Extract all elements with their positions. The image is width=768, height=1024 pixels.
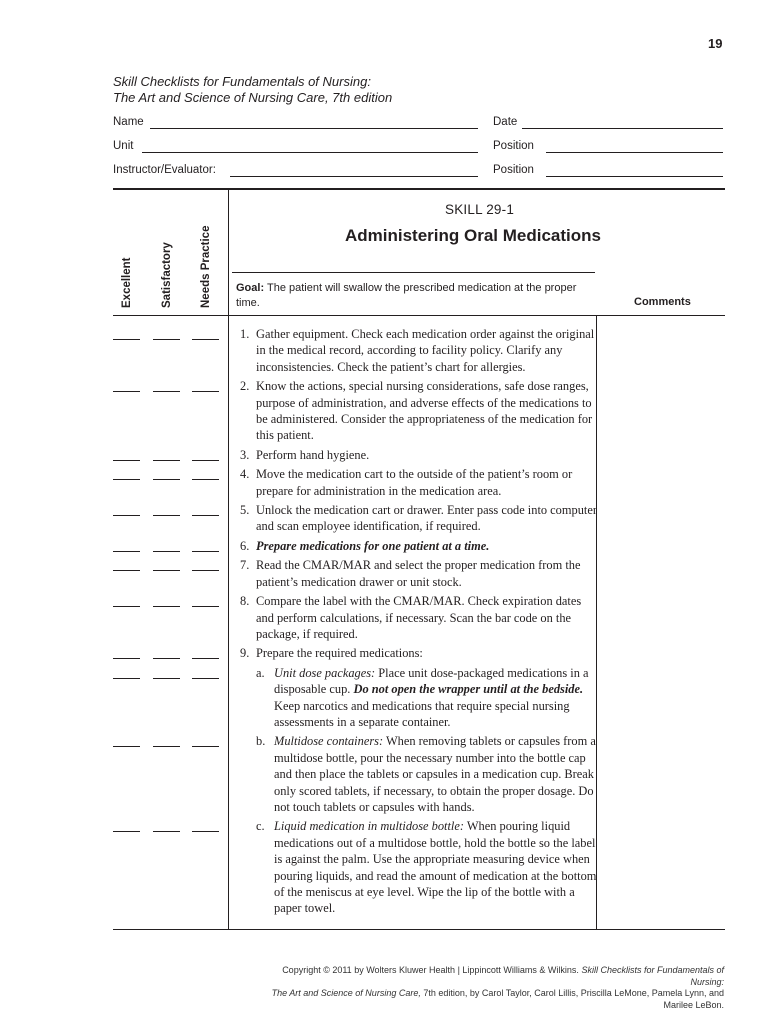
rating-blank-satisfactory[interactable] bbox=[153, 746, 180, 747]
rating-blank-excellent[interactable] bbox=[113, 339, 140, 340]
rating-blank-needs-practice[interactable] bbox=[192, 606, 219, 607]
skill-title: Administering Oral Medications bbox=[345, 226, 601, 245]
rating-blank-excellent[interactable] bbox=[113, 678, 140, 679]
title-divider bbox=[232, 272, 595, 273]
rating-blank-excellent[interactable] bbox=[113, 658, 140, 659]
step-list bbox=[238, 326, 598, 920]
table-top-rule bbox=[113, 188, 725, 190]
substep-lead: Liquid medication in multidose bottle: bbox=[274, 819, 464, 834]
step-text: Know the actions, special nursing considerations, safe dose ranges, purpose of administration, and adverse effects of the medications to be administered. Consider the appropriateness of the medication for this patient. bbox=[256, 379, 593, 443]
step-5: 5. Unlock the medication cart or drawer. Enter pass code into computer and scan employee identification, if required. bbox=[240, 503, 597, 534]
rating-blank-excellent[interactable] bbox=[113, 606, 140, 607]
substep-b: b. Multidose containers: When removing tablets or capsules from a multidose bottle, pour the necessary number into the bottle cap and then place the tablets or capsules in a medication cup. Break only scored tablets, if necessary, to obtain the proper dosage. Do not touch tablets or capsules with hands. bbox=[256, 734, 596, 814]
rating-blank-needs-practice[interactable] bbox=[192, 391, 219, 392]
position-field-2[interactable] bbox=[546, 176, 723, 177]
unit-field[interactable] bbox=[142, 152, 478, 153]
rating-blank-needs-practice[interactable] bbox=[192, 460, 219, 461]
step-text: Unlock the medication cart or drawer. Enter pass code into computer and scan employee identification, if required. bbox=[256, 503, 597, 534]
rating-blank-satisfactory[interactable] bbox=[153, 391, 180, 392]
substep-lead: Unit dose packages: bbox=[274, 665, 376, 680]
page-number: 19 bbox=[708, 36, 723, 51]
step-6: 6. Prepare medications for one patient at a time. bbox=[240, 538, 490, 553]
rating-blank-needs-practice[interactable] bbox=[192, 678, 219, 679]
step-3: 3. Perform hand hygiene. bbox=[240, 447, 370, 462]
book-title-line1: Skill Checklists for Fundamentals of Nursing: bbox=[113, 74, 371, 89]
goal-label: Goal: bbox=[236, 282, 265, 294]
step-text: Perform hand hygiene. bbox=[256, 447, 370, 462]
rating-blank-satisfactory[interactable] bbox=[153, 570, 180, 571]
step-9: 9. Prepare the required medications: bbox=[240, 646, 423, 661]
step-text: Compare the label with the CMAR/MAR. Check expiration dates and perform calculations, if necessary. Scan the bar code on the package, if required. bbox=[256, 594, 582, 641]
step-text: Gather equipment. Check each medication order against the original in the medical record, according to facility policy. Clarify any inconsistencies. Check the patient’s chart for allergies. bbox=[256, 327, 595, 374]
rating-blank-needs-practice[interactable] bbox=[192, 746, 219, 747]
rating-blank-needs-practice[interactable] bbox=[192, 831, 219, 832]
rating-column-divider bbox=[228, 190, 229, 930]
substep-c: c. Liquid medication in multidose bottle: When pouring liquid medications out of a multidose bottle, hold the bottle so the label is against the palm. Use the appropriate measuring device when pouring liquids, and read the amount of medication at the bottom of the meniscus at eye level. Wipe the lip of the bottle with a paper towel. bbox=[256, 819, 597, 916]
step-4: 4. Move the medication cart to the outside of the patient’s room or prepare for administration in the medication area. bbox=[240, 467, 573, 498]
rating-blank-needs-practice[interactable] bbox=[192, 551, 219, 552]
copyright-line1: Copyright © 2011 by Wolters Kluwer Health | Lippincott Williams & Wilkins. Skill Checklists for Fundamentals of Nursing: bbox=[282, 965, 724, 987]
rating-blank-satisfactory[interactable] bbox=[153, 678, 180, 679]
date-field[interactable] bbox=[522, 128, 723, 129]
rating-blank-needs-practice[interactable] bbox=[192, 339, 219, 340]
rating-blank-excellent[interactable] bbox=[113, 479, 140, 480]
step-1: 1. Gather equipment. Check each medication order against the original in the medical record, according to facility policy. Clarify any inconsistencies. Check the patient’s chart for allergies. bbox=[240, 327, 595, 374]
step-text: Prepare the required medications: bbox=[256, 646, 423, 661]
table-bottom-rule bbox=[113, 929, 725, 930]
rating-blank-excellent[interactable] bbox=[113, 551, 140, 552]
book-title-line2: The Art and Science of Nursing Care, 7th edition bbox=[113, 90, 393, 105]
rating-blank-needs-practice[interactable] bbox=[192, 479, 219, 480]
rating-blank-excellent[interactable] bbox=[113, 570, 140, 571]
step-8: 8. Compare the label with the CMAR/MAR. Check expiration dates and perform calculations, if necessary. Scan the bar code on the package, if required. bbox=[240, 594, 582, 641]
instructor-label: Instructor/Evaluator: bbox=[113, 164, 216, 176]
rating-blank-satisfactory[interactable] bbox=[153, 460, 180, 461]
rating-blank-satisfactory[interactable] bbox=[153, 551, 180, 552]
rating-blank-excellent[interactable] bbox=[113, 460, 140, 461]
position-label-1: Position bbox=[493, 140, 534, 152]
instructor-field[interactable] bbox=[230, 176, 478, 177]
rating-blank-needs-practice[interactable] bbox=[192, 570, 219, 571]
rating-blank-satisfactory[interactable] bbox=[153, 339, 180, 340]
rating-blank-needs-practice[interactable] bbox=[192, 658, 219, 659]
substep-lead: Multidose containers: bbox=[274, 734, 384, 749]
rating-blank-satisfactory[interactable] bbox=[153, 831, 180, 832]
position-field-1[interactable] bbox=[546, 152, 723, 153]
unit-label: Unit bbox=[113, 140, 134, 152]
step-2: 2. Know the actions, special nursing considerations, safe dose ranges, purpose of administration, and adverse effects of the medications to be administered. Consider the appropriateness of the medication for this patient. bbox=[240, 379, 593, 443]
step-text: Prepare medications for one patient at a time. bbox=[256, 538, 490, 553]
rating-blank-satisfactory[interactable] bbox=[153, 515, 180, 516]
satisfactory-header: Satisfactory bbox=[161, 242, 173, 308]
rating-blank-excellent[interactable] bbox=[113, 746, 140, 747]
name-field[interactable] bbox=[150, 128, 478, 129]
rating-blank-excellent[interactable] bbox=[113, 515, 140, 516]
step-text: Move the medication cart to the outside of the patient’s room or prepare for administration in the medication area. bbox=[256, 467, 573, 498]
copyright-notice bbox=[250, 965, 724, 1011]
rating-blank-satisfactory[interactable] bbox=[153, 606, 180, 607]
header-bottom-rule bbox=[113, 315, 725, 316]
step-text: Read the CMAR/MAR and select the proper medication from the patient’s medication drawer or unit stock. bbox=[256, 558, 581, 589]
substep-a: a. Unit dose packages: Place unit dose-packaged medications in a disposable cup. Do not open the wrapper until at the bedside. Keep narcotics and medications that require special nursing assessments in a separate container. bbox=[256, 665, 589, 729]
copyright-line2: The Art and Science of Nursing Care, 7th edition, by Carol Taylor, Carol Lillis, Priscilla LeMone, Pamela Lynn, and Marilee LeBon. bbox=[271, 988, 724, 1010]
step-7: 7. Read the CMAR/MAR and select the proper medication from the patient’s medication drawer or unit stock. bbox=[240, 558, 581, 589]
name-label: Name bbox=[113, 116, 144, 128]
excellent-header: Excellent bbox=[121, 257, 133, 308]
position-label-2: Position bbox=[493, 164, 534, 176]
book-title bbox=[113, 74, 392, 106]
rating-blank-excellent[interactable] bbox=[113, 391, 140, 392]
comments-header: Comments bbox=[634, 296, 691, 308]
needs-practice-header: Needs Practice bbox=[200, 225, 212, 308]
date-label: Date bbox=[493, 116, 518, 128]
rating-blank-needs-practice[interactable] bbox=[192, 515, 219, 516]
skill-number: SKILL 29-1 bbox=[445, 202, 515, 217]
rating-blank-satisfactory[interactable] bbox=[153, 658, 180, 659]
goal-text: The patient will swallow the prescribed medication at the proper time. bbox=[236, 282, 577, 309]
rating-blank-excellent[interactable] bbox=[113, 831, 140, 832]
rating-blank-satisfactory[interactable] bbox=[153, 479, 180, 480]
goal-statement bbox=[236, 281, 596, 311]
